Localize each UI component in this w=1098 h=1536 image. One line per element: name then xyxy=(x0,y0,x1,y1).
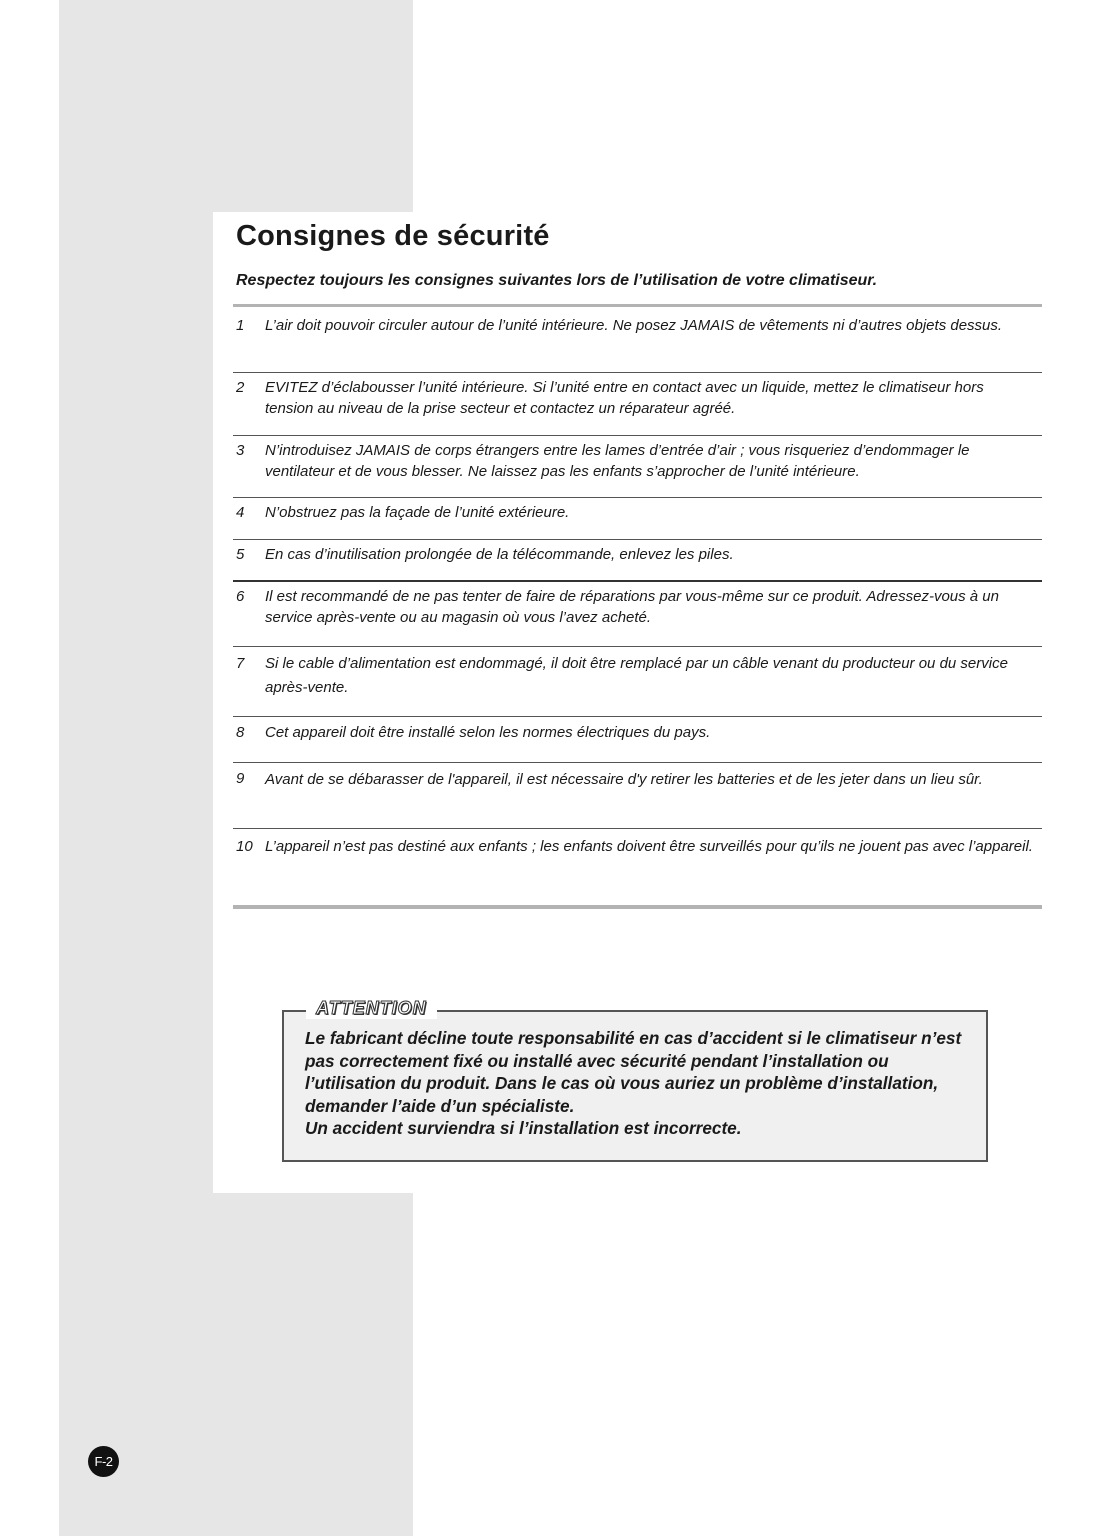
attention-label: ATTENTION xyxy=(306,998,437,1019)
item-number: 9 xyxy=(236,770,245,787)
item-text: N’obstruez pas la façade de l’unité extérieure. xyxy=(265,504,570,521)
item-number: 6 xyxy=(236,588,245,605)
safety-item-4 xyxy=(233,497,1042,540)
safety-item-10 xyxy=(233,828,1042,906)
item-number: 7 xyxy=(236,655,245,672)
safety-item-6 xyxy=(233,580,1042,648)
attention-box xyxy=(282,998,988,1162)
item-number: 10 xyxy=(236,838,253,855)
safety-item-1 xyxy=(233,307,1042,372)
item-number: 2 xyxy=(236,379,245,396)
bottom-divider xyxy=(233,905,1042,909)
safety-item-5 xyxy=(233,539,1042,581)
safety-item-8 xyxy=(233,716,1042,763)
item-text: Il est recommandé de ne pas tenter de faire de réparations par vous-même sur ce produit. Adressez-vous à un service après-vente ou au magasin où vous l’avez acheté. xyxy=(265,588,999,626)
item-text: EVITEZ d’éclabousser l’unité intérieure. Si l’unité entre en contact avec un liquide, mettez le climatiseur hors tension au niveau de la prise secteur et contactez un réparateur agréé. xyxy=(265,379,984,417)
item-text: En cas d’inutilisation prolongée de la télécommande, enlevez les piles. xyxy=(265,546,734,563)
item-text: Cet appareil doit être installé selon les normes électriques du pays. xyxy=(265,724,711,741)
page-subtitle: Respectez toujours les consignes suivantes lors de l’utilisation de votre climatiseur. xyxy=(236,272,878,289)
item-text: Avant de se débarasser de l'appareil, il est nécessaire d'y retirer les batteries et de les jeter dans un lieu sûr. xyxy=(265,771,983,788)
item-number: 3 xyxy=(236,442,245,459)
item-number: 1 xyxy=(236,317,245,334)
item-text: L’appareil n’est pas destiné aux enfants ; les enfants doivent être surveillés pour qu’ils ne jouent pas avec l’appareil. xyxy=(265,838,1033,855)
safety-item-7 xyxy=(233,646,1042,717)
attention-text: Le fabricant décline toute responsabilité en cas d’accident si le climatiseur n’est pas correctement fixé ou installé avec sécurité pendant l’installation ou l’utilisation du produit. Dans le cas où vous auriez un problème d’installation, demander l’aide d’un spécialiste. Un accident surviendra si l’installation est incorrecte. xyxy=(305,1028,962,1138)
item-text: N’introduisez JAMAIS de corps étrangers entre les lames d’entrée d’air ; vous risqueriez d’endommager le ventilateur et de vous blesser. Ne laissez pas les enfants s’approcher de l’unité intérieure. xyxy=(265,442,970,480)
page-title: Consignes de sécurité xyxy=(236,220,550,252)
safety-item-2 xyxy=(233,372,1042,436)
safety-item-9 xyxy=(233,762,1042,829)
item-number: 8 xyxy=(236,724,245,741)
safety-item-3 xyxy=(233,435,1042,498)
item-number: 5 xyxy=(236,546,245,563)
item-number: 4 xyxy=(236,504,245,521)
item-text: L’air doit pouvoir circuler autour de l’unité intérieure. Ne posez JAMAIS de vêtements ni d’autres objets dessus. xyxy=(265,317,1003,334)
item-text: Si le cable d’alimentation est endommagé, il doit être remplacé par un câble venant du producteur ou du service après-vente. xyxy=(265,655,1008,696)
page-number-badge: F-2 xyxy=(88,1446,119,1477)
